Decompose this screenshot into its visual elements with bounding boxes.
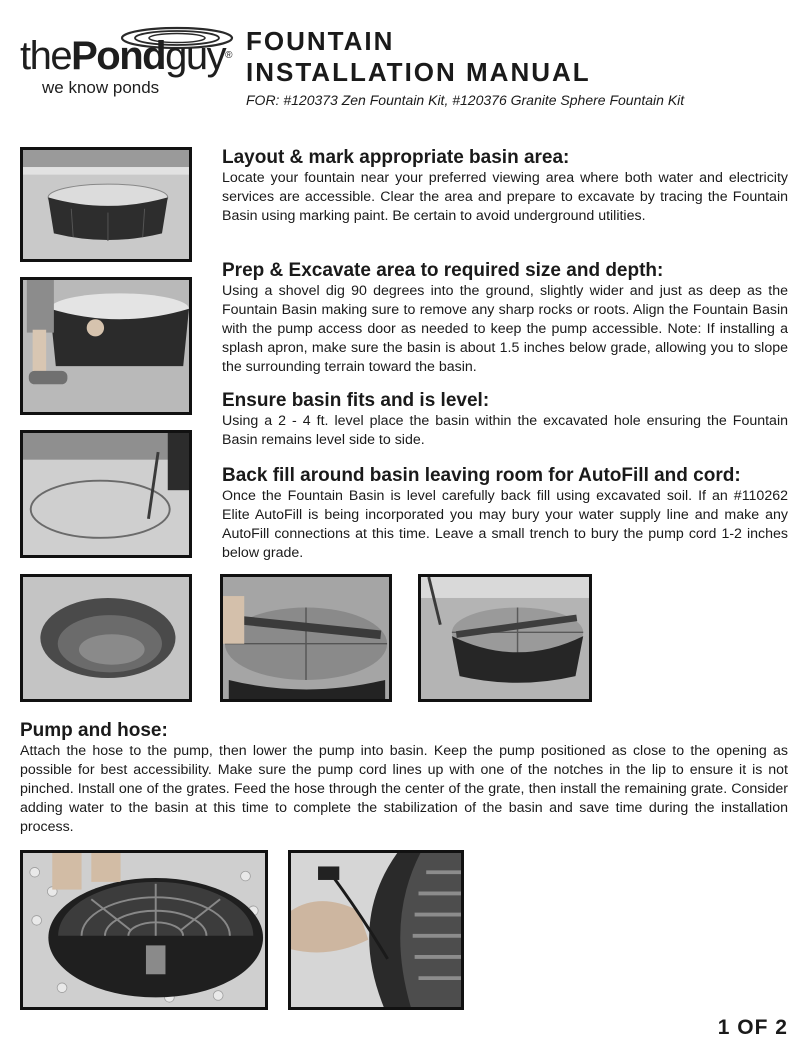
section-body: Using a 2 - 4 ft. level place the basin within the excavated hole ensuring the Fountain Basin remains level side to side. bbox=[222, 413, 788, 448]
photo-dig-outline bbox=[20, 430, 192, 558]
section-layout-mark bbox=[222, 147, 788, 226]
section-back-fill bbox=[222, 465, 788, 563]
section-body: Once the Fountain Basin is level carefully back fill using excavated soil. If an #110262 Elite AutoFill is being incorporated you may bury your water supply line and make any AutoFill connections at this time. Leave a small trench to bury the pump cord 1-2 inches below grade. bbox=[222, 488, 788, 561]
document-subtitle: FOR: #120373 Zen Fountain Kit, #120376 Granite Sphere Fountain Kit bbox=[246, 92, 685, 108]
photo-align-basin bbox=[20, 277, 192, 415]
section-body: Attach the hose to the pump, then lower the pump into basin. Keep the pump positioned as close to the opening as possible for best accessibility. Make sure the pump cord lines up with one of the notches in the lip to ensure it is not pinched. Install one of the grates. Feed the hose through the center of the grate, then install the remaining grate. Consider adding water to the basin at this time to complete the stabilization of the basin and save time during the installation process. bbox=[20, 743, 788, 835]
brand-logo bbox=[20, 24, 235, 97]
section-heading: Ensure basin fits and is level: bbox=[222, 390, 490, 411]
section-body: Locate your fountain near your preferred viewing area where both water and electricity services are accessible. Clear the area and prepare to excavate by tracing the Fountain Basin using marking paint. Be certain to avoid underground utilities. bbox=[222, 170, 788, 224]
photo-backfill-basin bbox=[418, 574, 592, 702]
section-pump-hose bbox=[20, 720, 788, 837]
section-heading: Layout & mark appropriate basin area: bbox=[222, 147, 570, 168]
section-heading: Prep & Excavate area to required size and depth: bbox=[222, 260, 664, 281]
document-title bbox=[246, 26, 591, 88]
page-number: 1 OF 2 bbox=[717, 1016, 788, 1039]
photo-marked-basin bbox=[20, 147, 192, 262]
photo-excavated-hole bbox=[20, 574, 192, 702]
section-heading: Back fill around basin leaving room for AutoFill and cord: bbox=[222, 465, 741, 486]
brand-tagline: we know ponds bbox=[42, 78, 160, 97]
title-line-2: INSTALLATION MANUAL bbox=[246, 57, 591, 87]
section-heading: Pump and hose: bbox=[20, 720, 168, 741]
brand-name: thePondguy® bbox=[20, 34, 231, 78]
section-basin-level bbox=[222, 390, 788, 450]
title-line-1: FOUNTAIN bbox=[246, 26, 395, 56]
section-body: Using a shovel dig 90 degrees into the ground, slightly wider and just as deep as the Fountain Basin making sure to remove any sharp rocks or roots. Align the Fountain Basin with the pump access door as needed to keep the pump accessible. Note: If installing a splash apron, make sure the basin is about 1.5 inches below grade, allowing you to slope the surrounding terrain toward the basin. bbox=[222, 283, 788, 375]
photo-install-grate bbox=[20, 850, 268, 1010]
photo-level-basin bbox=[220, 574, 392, 702]
section-prep-excavate bbox=[222, 260, 788, 377]
photo-feed-cord bbox=[288, 850, 464, 1010]
